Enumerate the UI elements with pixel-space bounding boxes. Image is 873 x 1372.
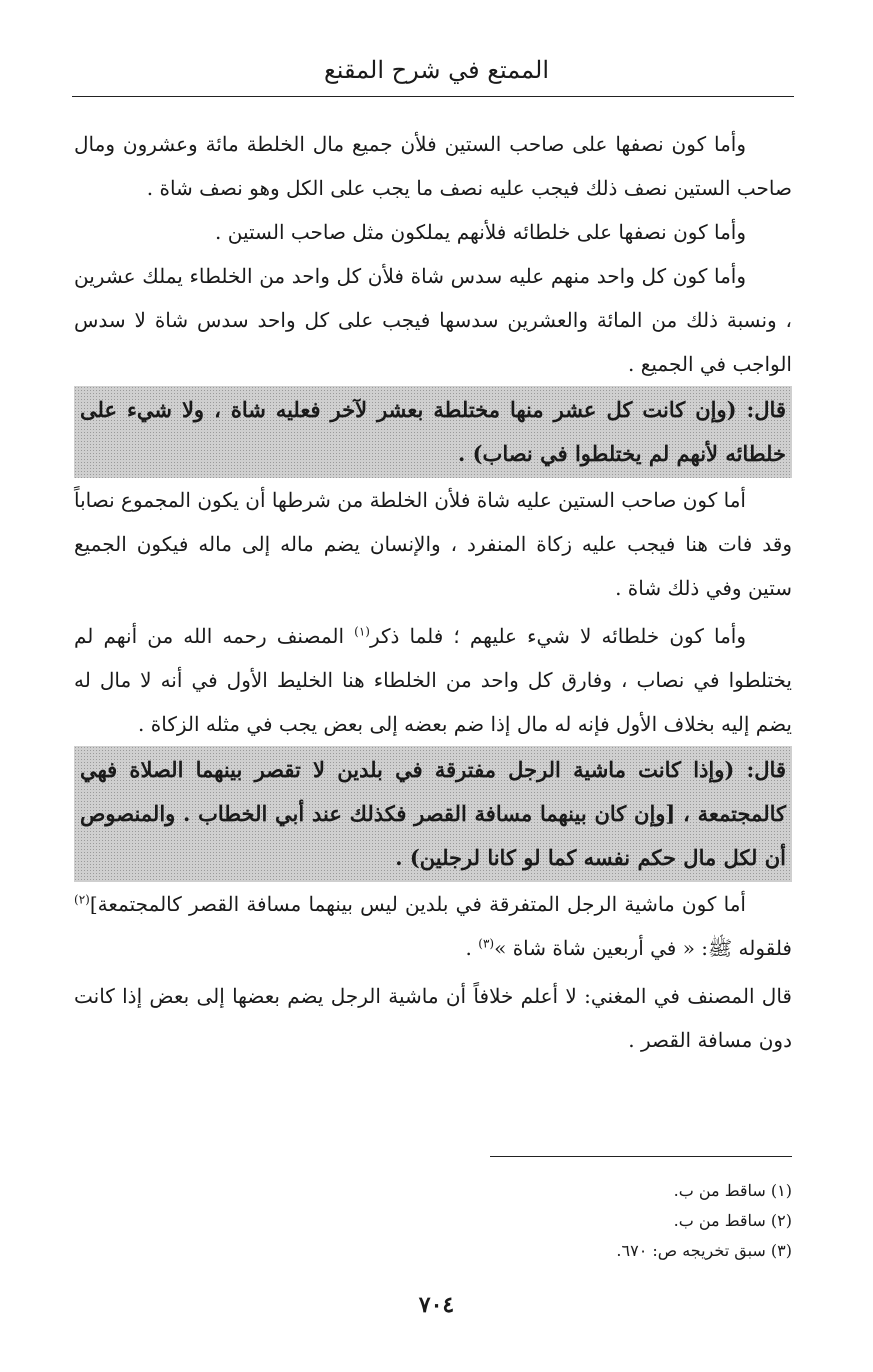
- paragraph-6: [74, 882, 792, 970]
- footnote-marker-3: (٣): [478, 936, 495, 951]
- paragraph-5-part-b: المصنف رحمه الله من أنهم لم يختلطوا في نصاب ، وفارق كل واحد من الخلطاء هنا الخليط الأول في أنه لا مال له يضم إليه بخلاف الأول فإنه له مال إذا ضم بعضه إلى بعض يجب في مثله الزكاة .: [74, 624, 792, 736]
- paragraph-7: قال المصنف في المغني: لا أعلم خلافاً أن ماشية الرجل يضم بعضها إلى بعض إذا كانت دون مسافة القصر .: [74, 984, 792, 1052]
- paragraph-3: وأما كون كل واحد منهم عليه سدس شاة فلأن كل واحد من الخلطاء يملك عشرين ، ونسبة ذلك من المائة والعشرين سدسها فيجب على كل واحد سدس شاة لا سدس الواجب في الجميع .: [74, 264, 792, 376]
- footnotes: [74, 1176, 792, 1266]
- paragraph-5-part-a: وأما كون خلطائه لا شيء عليهم ؛ فلما ذكر: [369, 624, 747, 648]
- footnote-1: (١) ساقط من ب.: [673, 1181, 792, 1200]
- footnote-marker-2: (٢): [74, 892, 90, 907]
- matn-block-1: قال: (وإن كانت كل عشر منها مختلطة بعشر لآخر فعليه شاة ، ولا شيء على خلطائه لأنهم لم يختلطوا في نصاب) .: [74, 386, 792, 478]
- paragraph-6-part-b: فلقوله ﷺ: « في أربعين شاة شاة »: [494, 936, 792, 960]
- paragraph-5: [74, 614, 792, 746]
- paragraph-6-part-c: .: [465, 936, 479, 960]
- paragraph-4: أما كون صاحب الستين عليه شاة فلأن الخلطة من شرطها أن يكون المجموع نصاباً وقد فات هنا فيجب عليه زكاة المنفرد ، والإنسان يضم ماله إلى ماله فيكون الجميع ستين وفي ذلك شاة .: [73, 488, 792, 600]
- header-rule: [72, 96, 794, 97]
- footnote-marker-1: (١): [354, 624, 370, 639]
- running-header: الممتع في شرح المقنع: [324, 56, 549, 84]
- footnote-rule: [490, 1156, 792, 1157]
- paragraph-6-part-a: أما كون ماشية الرجل المتفرقة في بلدين ليس بينهما مسافة القصر كالمجتمعة]: [89, 892, 746, 916]
- paragraph-1: وأما كون نصفها على صاحب الستين فلأن جميع مال الخلطة مائة وعشرون ومال صاحب الستين نصف ذلك فيجب عليه نصف ما يجب على الكل وهو نصف شاة .: [74, 132, 792, 200]
- paragraph-2: وأما كون نصفها على خلطائه فلأنهم يملكون مثل صاحب الستين .: [215, 220, 746, 244]
- footnote-3: (٣) سبق تخريجه ص: ٦٧٠.: [616, 1241, 792, 1260]
- page-number: ٧٠٤: [418, 1292, 455, 1318]
- footnote-2: (٢) ساقط من ب.: [673, 1211, 792, 1230]
- body-text: [74, 122, 792, 1062]
- matn-block-2: قال: (وإذا كانت ماشية الرجل مفترقة في بلدين لا تقصر بينهما الصلاة فهي كالمجتمعة ، [وإن كان بينهما مسافة القصر فكذلك عند أبي الخطاب . والمنصوص أن لكل مال حكم نفسه كما لو كانا لرجلين) .: [74, 746, 792, 882]
